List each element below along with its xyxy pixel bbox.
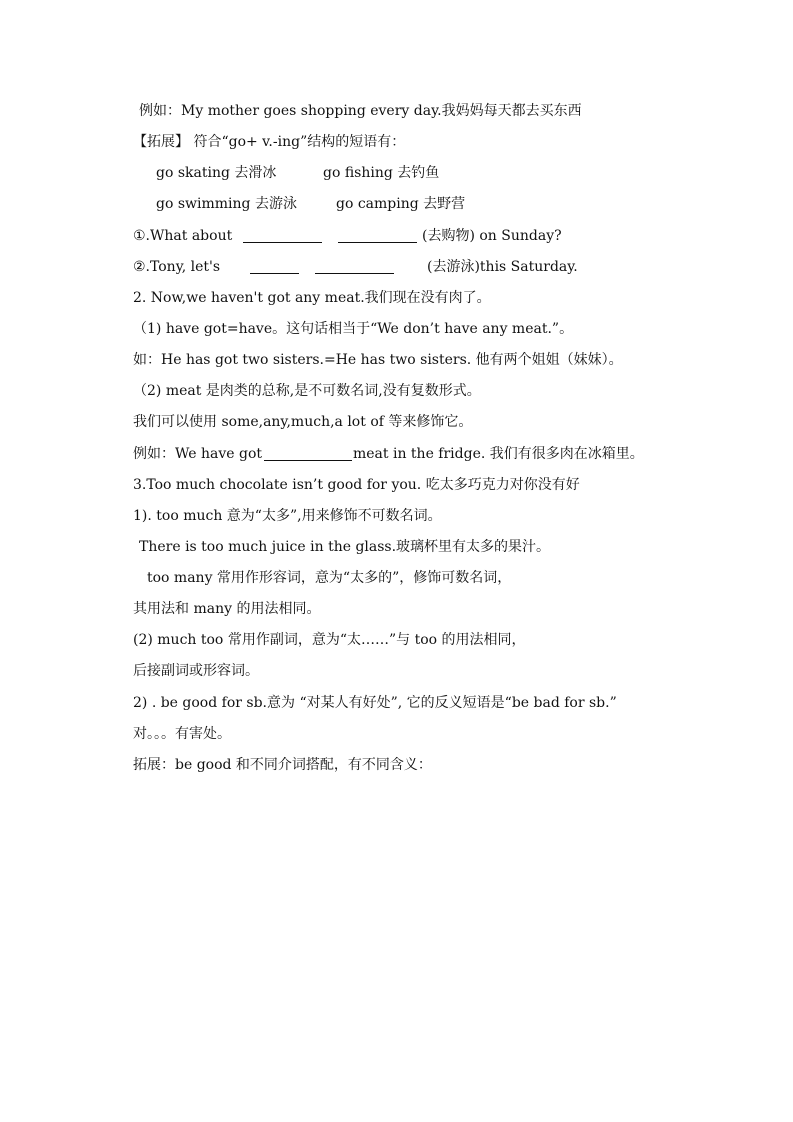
point-3-example: There is too much juice in the glass.玻璃杯里有太多的果汁。 bbox=[139, 539, 551, 555]
point-2-example: 如：He has got two sisters.=He has two sisters. 他有两个姐姐（妹妹）。 bbox=[133, 352, 623, 368]
exercise-1-blank-2[interactable] bbox=[338, 228, 417, 243]
point-3-note-1: 1). too much 意为“太多”,用来修饰不可数名词。 bbox=[133, 508, 442, 524]
point-3-heading: 3.Too much chocolate isn’t good for you. 吃太多巧克力对你没有好 bbox=[133, 477, 580, 493]
exercise-2-prefix: ②.Tony, let's bbox=[133, 259, 221, 275]
point-2-note-3: 我们可以使用 some,any,much,a lot of 等来修饰它。 bbox=[133, 414, 473, 430]
point-2-note-2: （2) meat 是肉类的总称,是不可数名词,没有复数形式。 bbox=[133, 383, 481, 399]
point-2-note-1: （1) have got=have。这句话相当于“We don’t have any meat.”。 bbox=[133, 321, 574, 337]
exercise-1-blank-1[interactable] bbox=[243, 228, 322, 243]
exercise-2-suffix: (去游泳)this Saturday. bbox=[427, 259, 578, 275]
phrase-go-camping: go camping 去野营 bbox=[336, 196, 466, 212]
point-3-note-too-many: too many 常用作形容词，意为“太多的”，修饰可数名词， bbox=[147, 570, 512, 586]
phrase-go-swimming: go swimming 去游泳 bbox=[156, 196, 297, 212]
point-3-note-much-too-cont: 后接副词或形容词。 bbox=[133, 663, 259, 679]
extension-heading: 【拓展】 符合“go+ v.-ing”结构的短语有： bbox=[133, 134, 406, 150]
example-sentence-shopping: 例如：My mother goes shopping every day.我妈妈每天都去买东西 bbox=[139, 103, 582, 119]
extension-be-good: 拓展：be good 和不同介词搭配，有不同含义： bbox=[133, 757, 432, 773]
point-3-note-2: 2) . be good for sb.意为 “对某人有好处”, 它的反义短语是“be bad for sb.” bbox=[133, 695, 617, 711]
phrase-go-skating: go skating 去滑冰 bbox=[156, 165, 277, 181]
point-2-exercise-blank[interactable] bbox=[264, 446, 352, 461]
exercise-2-blank-1[interactable] bbox=[250, 259, 299, 274]
point-3-note-too-many-cont: 其用法和 many 的用法相同。 bbox=[133, 601, 321, 617]
point-3-note-2-cont: 对。。。有害处。 bbox=[133, 726, 231, 742]
phrase-go-fishing: go fishing 去钓鱼 bbox=[323, 165, 440, 181]
exercise-1-suffix: (去购物) on Sunday? bbox=[422, 228, 562, 244]
point-2-exercise-suffix: meat in the fridge. 我们有很多肉在冰箱里。 bbox=[353, 446, 644, 462]
exercise-1-prefix: ①.What about bbox=[133, 228, 233, 244]
point-2-heading: 2. Now,we haven't got any meat.我们现在没有肉了。 bbox=[133, 290, 491, 306]
point-3-note-much-too: (2) much too 常用作副词，意为“太……”与 too 的用法相同， bbox=[133, 632, 526, 648]
point-2-exercise-prefix: 例如：We have got bbox=[133, 446, 263, 462]
exercise-2-blank-2[interactable] bbox=[315, 259, 394, 274]
